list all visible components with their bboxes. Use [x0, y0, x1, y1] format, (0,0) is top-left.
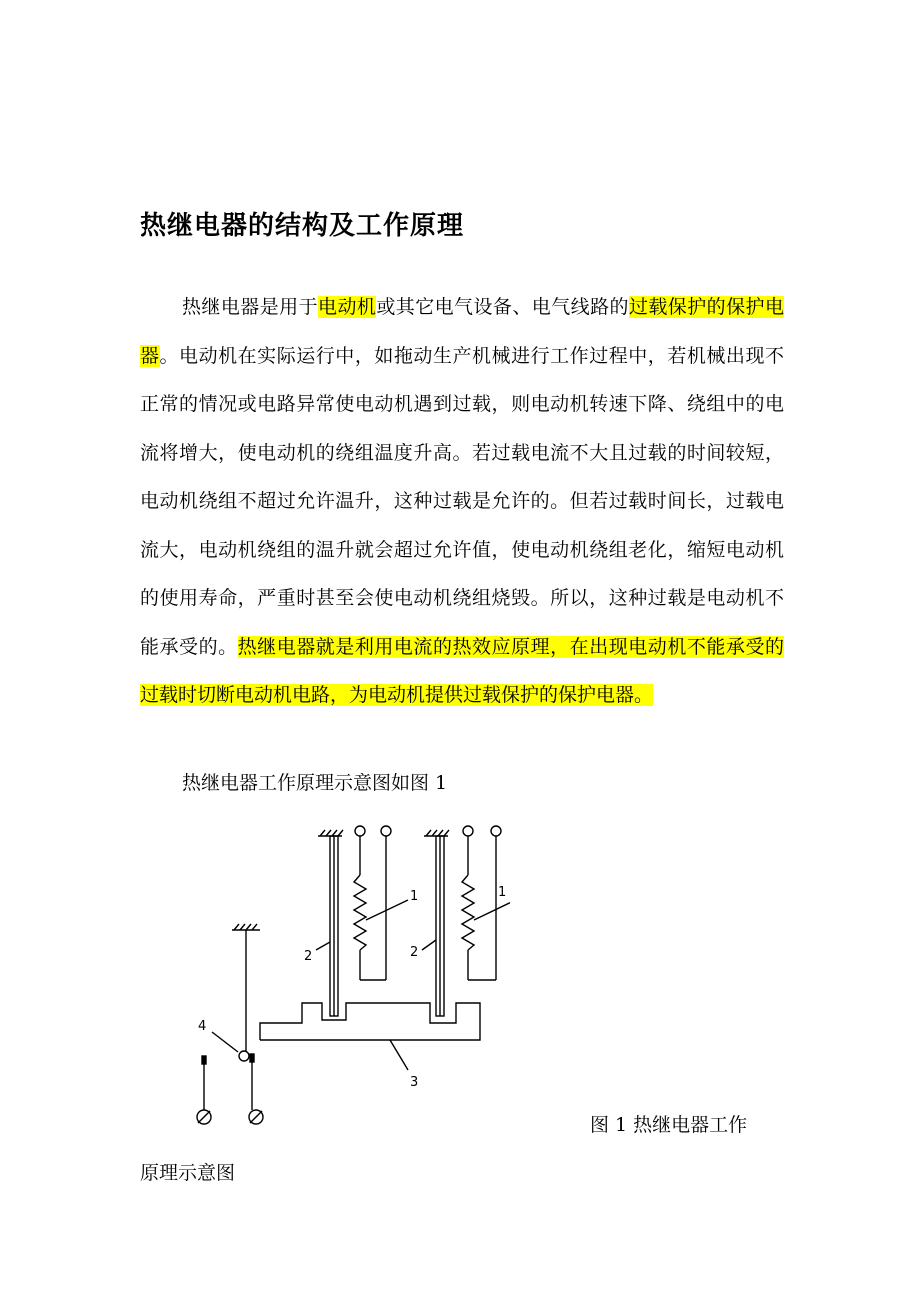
label-contact: 4 [198, 1019, 207, 1034]
right-ground-hatch [424, 830, 449, 836]
right-heater-coil [462, 826, 501, 980]
figure-caption-line1: 图 1 热继电器工作 [590, 1114, 748, 1136]
page-title: 热继电器的结构及工作原理 [140, 211, 465, 241]
left-ground-hatch [318, 830, 343, 836]
left-heater-coil [354, 826, 391, 980]
body-paragraph [140, 283, 784, 720]
para-text-3: 。电动机在实际运行中，如拖动生产机械进行工作过程中，若机械出现不正常的情况或电路异常使电动机遇到过载，则电动机转速下降、绕组中的电流将增大，使电动机的绕组温度升高。若过载电流不大且过载的时间较短，电动机绕组不超过允许温升，这种过载是允许的。但若过载时间长，过载电流大，电动机绕组的温升就会超过允许值，使电动机绕组老化，缩短电动机的使用寿命，严重时甚至会使电动机绕组烧毁。所以，这种过载是电动机不能承受的。 [140, 344, 784, 658]
push-rod [260, 1003, 480, 1040]
label-push-rod: 3 [410, 1075, 419, 1090]
figure-intro: 热继电器工作原理示意图如图 1 [182, 772, 448, 794]
para-text-2: 或其它电气设备、电气线路的 [376, 296, 629, 318]
label-bimetal-left: 2 [304, 949, 313, 964]
label-bimetal-right: 2 [410, 945, 419, 960]
para-text-1: 热继电器是用于 [182, 296, 319, 318]
label-heater-right: 1 [498, 885, 507, 900]
highlight-overload-protection: 过载保护的保护电器 [140, 296, 784, 367]
highlight-motor: 电动机 [318, 296, 377, 318]
thermal-relay-diagram [190, 820, 510, 1140]
label-heater-left: 1 [410, 889, 419, 904]
highlight-definition: 热继电器就是利用电流的热效应原理，在出现电动机不能承受的过载时切断电动机电路，为电动机提供过载保护的保护电器。 [140, 635, 784, 706]
figure-caption-line2: 原理示意图 [140, 1162, 236, 1184]
contact-assembly [197, 924, 263, 1124]
